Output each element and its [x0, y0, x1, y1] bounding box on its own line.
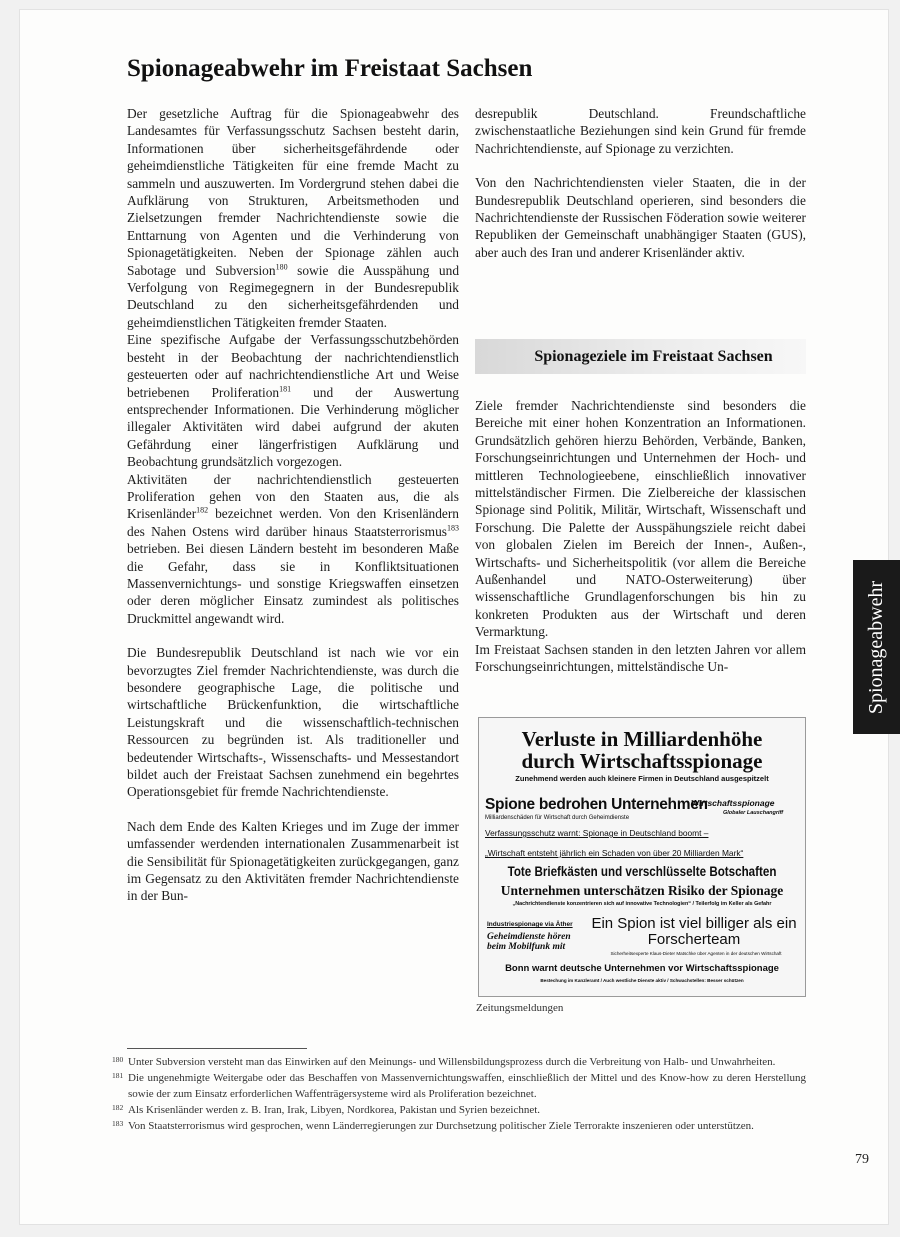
- clip-lauschangriff: Globaler Lauschangriff: [723, 810, 784, 816]
- chapter-side-tab: [853, 560, 900, 734]
- footnote-181: 181 Die ungenehmigte Weitergabe oder das Beschaffen von Massenvernichtungswaffen, einschließlich der Mittel und des Know-how zu deren Herstellung sowie der zum Einsatz erforderlichen Waffenträgersysteme wird als Proliferation bezeichnet.: [112, 1071, 806, 1100]
- footnote-ref[interactable]: 182: [196, 505, 209, 515]
- footnote-180: 180 Unter Subversion versteht man das Einwirken auf den Meinungs- und Willensbildungsprozess durch die Verbreitung von Halb- und Unwahrheiten.: [112, 1055, 776, 1068]
- right-column-bottom: [475, 397, 806, 676]
- side-tab-label: Spionageabwehr: [865, 580, 888, 714]
- clip-sicherheitsexperte: Sicherheitsexperte Klaus-Dieter Matschke über Agenten in der deutschen Wirtschaft: [610, 951, 782, 956]
- footnote-ref[interactable]: 180: [275, 262, 288, 272]
- paragraph-8: Ziele fremder Nachrichtendienste sind besonders die Bereiche mit einer hohen Konzentration an Informationen. Grundsätzlich gehören hierzu Behörden, Verbände, Banken, Forschungseinrichtungen und Unternehmen der Hoch- und mittleren Technologieebene, einschließlich innovativer mittelständischer Firmen. Die Zielbereiche der klassischen Spionage sind Politik, Militär, Wirtschaft, Wissenschaft und Forschung. Die Palette der Ausspähungsziele reicht dabei von globalen Zielen im Bereich der Innen-, Außen-, Wirtschafts- und Sicherheitspolitik (vor allem die Bereiche Außenhandel und NATO-Osterweiterung) über wissenschaftliche Grundlagenforschungen bis hin zu konkreten Produkten aus der Wirtschaft und deren Vermarktung.: [475, 398, 806, 640]
- clip-spion-billiger: Ein Spion ist viel billiger als ein Forscherteam: [591, 915, 797, 948]
- paragraph-1: Der gesetzliche Auftrag für die Spionageabwehr des Landesamtes für Verfassungsschutz Sachsen besteht darin, Informationen über sicherheitsgefährdende oder geheimdienstliche Tätigkeiten für eine fremde Macht zu sammeln und auszuwerten. Im Vordergrund stehen dabei die Aufklärung von Strukturen, Arbeitsmethoden und Zielsetzungen fremder Nachrichtendienste sowie die Enttarnung von Agenten und die Verhinderung von Spionagetätigkeiten. Neben der Spionage zählen auch Sabotage und Subversion$^{180}$ sowie die Ausspähung und Verfolgung von Regimegegnern in der Bundesrepublik Deutschland zu den sicherheitsgefährdenden und geheimdienstlichen Tätigkeiten fremder Staaten.: [127, 106, 460, 330]
- paragraph-7: Von den Nachrichtendiensten vieler Staaten, die in der Bundesrepublik Deutschland operieren, sind besonders die Nachrichtendienste der Russischen Föderation sowie weiterer Republiken der Gemeinschaft unabhängiger Staaten (GUS), aber auch des Iran und anderer Krisenländer aktiv.: [475, 175, 806, 260]
- clip-industriespionage: Industriespionage via Äther: [487, 921, 573, 928]
- clip-geheimdienste: Geheimdienste hören beim Mobilfunk mit: [487, 932, 571, 952]
- paragraph-4: Die Bundesrepublik Deutschland ist nach wie vor ein bevorzugtes Ziel fremder Nachrichtendienste, was durch die besondere geographische Lage, die politische und wirtschaftliche Brückenfunktion, die wirtschaftliche Leistungskraft und die wissenschaftlich-technischen Ressourcen zu begründen ist. Als traditioneller und bedeutender Wirtschafts-, Wissenschafts- und Messestandort bildet auch der Freistaat Sachsen zunehmend ein begehrtes Operationsgebiet für fremde Nachrichtendienste.: [127, 645, 459, 800]
- clip-schaden: „Wirtschaft entsteht jährlich ein Schaden von über 20 Milliarden Mark“: [485, 848, 744, 858]
- paragraph-3: Aktivitäten der nachrichtendienstlich gesteuerten Proliferation gehen von den Staaten aus, die als Krisenländer$^{182}$ bezeichnet werden. Von den Krisenländern des Nahen Ostens wird darüber hinaus Staatsterrorismus$^{183}$ betrieben. Bei diesen Ländern besteht im besonderen Maße die Gefahr, dass sie in Konfliktsituationen Massenvernichtungs- und sonstige Kriegswaffen einsetzen oder deren möglicher Einsatz zumindest als politisches Druckmittel angewandt wird.: [127, 471, 459, 626]
- clip-verfassungsschutz: Verfassungsschutz warnt: Spionage in Deutschland boomt –: [485, 828, 709, 838]
- clip-subline: Zunehmend werden auch kleinere Firmen in Deutschland ausgespitzelt: [515, 774, 769, 783]
- newspaper-clippings-image: [478, 717, 806, 997]
- clip-spione: Spione bedrohen Unternehmen: [485, 796, 708, 813]
- subheading-text: Spionageziele im Freistaat Sachsen: [534, 347, 773, 365]
- clip-unternehmen: Unternehmen unterschätzen Risiko der Spionage: [500, 883, 784, 898]
- page-title: Spionageabwehr im Freistaat Sachsen: [127, 55, 533, 82]
- clip-headline-1: Verluste in Milliardenhöhe: [521, 727, 763, 751]
- footnote-ref[interactable]: 181: [279, 384, 292, 394]
- paragraph-2: Eine spezifische Aufgabe der Verfassungsschutzbehörden besteht in der Beobachtung der nachrichtendienstlich gesteuerten oder auf nachrichtendienstliche Art und Weise betriebenen Proliferation$^{181}$ und der Auswertung entsprechender Informationen. Die Verhinderung möglicher illegaler Aktivitäten wird dabei aufgrund der akuten Gefährdung einer längerfristigen Aufklärung und Beobachtung grundsätzlich vorgezogen.: [127, 332, 459, 470]
- clip-briefkaesten: Tote Briefkästen und verschlüsselte Botschaften: [507, 864, 777, 879]
- clip-wirtschaftsspionage: Wirtschaftsspionage: [691, 798, 775, 808]
- footnote-divider: [127, 1048, 307, 1049]
- paragraph-6: desrepublik Deutschland. Freundschaftliche zwischenstaatliche Beziehungen sind kein Grund für fremde Nachrichtendienste, auf Spionage zu verzichten.: [475, 106, 806, 156]
- footnote-182: 182 Als Krisenländer werden z. B. Iran, Irak, Libyen, Nordkorea, Pakistan und Syrien bezeichnet.: [112, 1103, 541, 1116]
- clip-nachrichtendienste: „Nachrichtendienste konzentrieren sich auf innovative Technologien“ / Teilerfolg im Keller als Gefahr: [512, 901, 772, 907]
- right-column-top: [475, 105, 806, 261]
- paragraph-9: Im Freistaat Sachsen standen in den letzten Jahren vor allem Forschungseinrichtungen, mittelständische Un-: [475, 641, 806, 675]
- clip-bonn-warnt: Bonn warnt deutsche Unternehmen vor Wirtschaftsspionage: [505, 963, 779, 974]
- footnote-ref[interactable]: 183: [447, 523, 459, 533]
- clip-bestechung: Bestechung im Kanzleramt / Auch westliche Dienste aktiv / Schwachstellen: Besser schützen: [540, 978, 744, 983]
- clip-milliardenschaeden: Milliardenschäden für Wirtschaft durch Geheimdienste: [485, 815, 630, 821]
- footnote-183: 183 Von Staatsterrorismus wird gesprochen, wenn Länderregierungen zur Durchsetzung politischer Ziele Terrorakte inszenieren oder unterstützen.: [112, 1119, 754, 1132]
- left-column: [127, 105, 459, 905]
- clip-headline-2: durch Wirtschaftsspionage: [521, 749, 763, 773]
- section-subheading: [475, 339, 806, 374]
- image-caption: Zeitungsmeldungen: [476, 1002, 564, 1014]
- footnotes: [112, 1054, 806, 1134]
- page-number: 79: [855, 1152, 869, 1167]
- paragraph-5: Nach dem Ende des Kalten Krieges und im Zuge der immer umfassender werdenden internationalen Zusammenarbeit ist die Sensibilität für Spionagetätigkeiten zurückgegangen, ganz im Gegensatz zu den Aktivitäten fremder Nachrichtendienste in der Bun-: [127, 818, 459, 904]
